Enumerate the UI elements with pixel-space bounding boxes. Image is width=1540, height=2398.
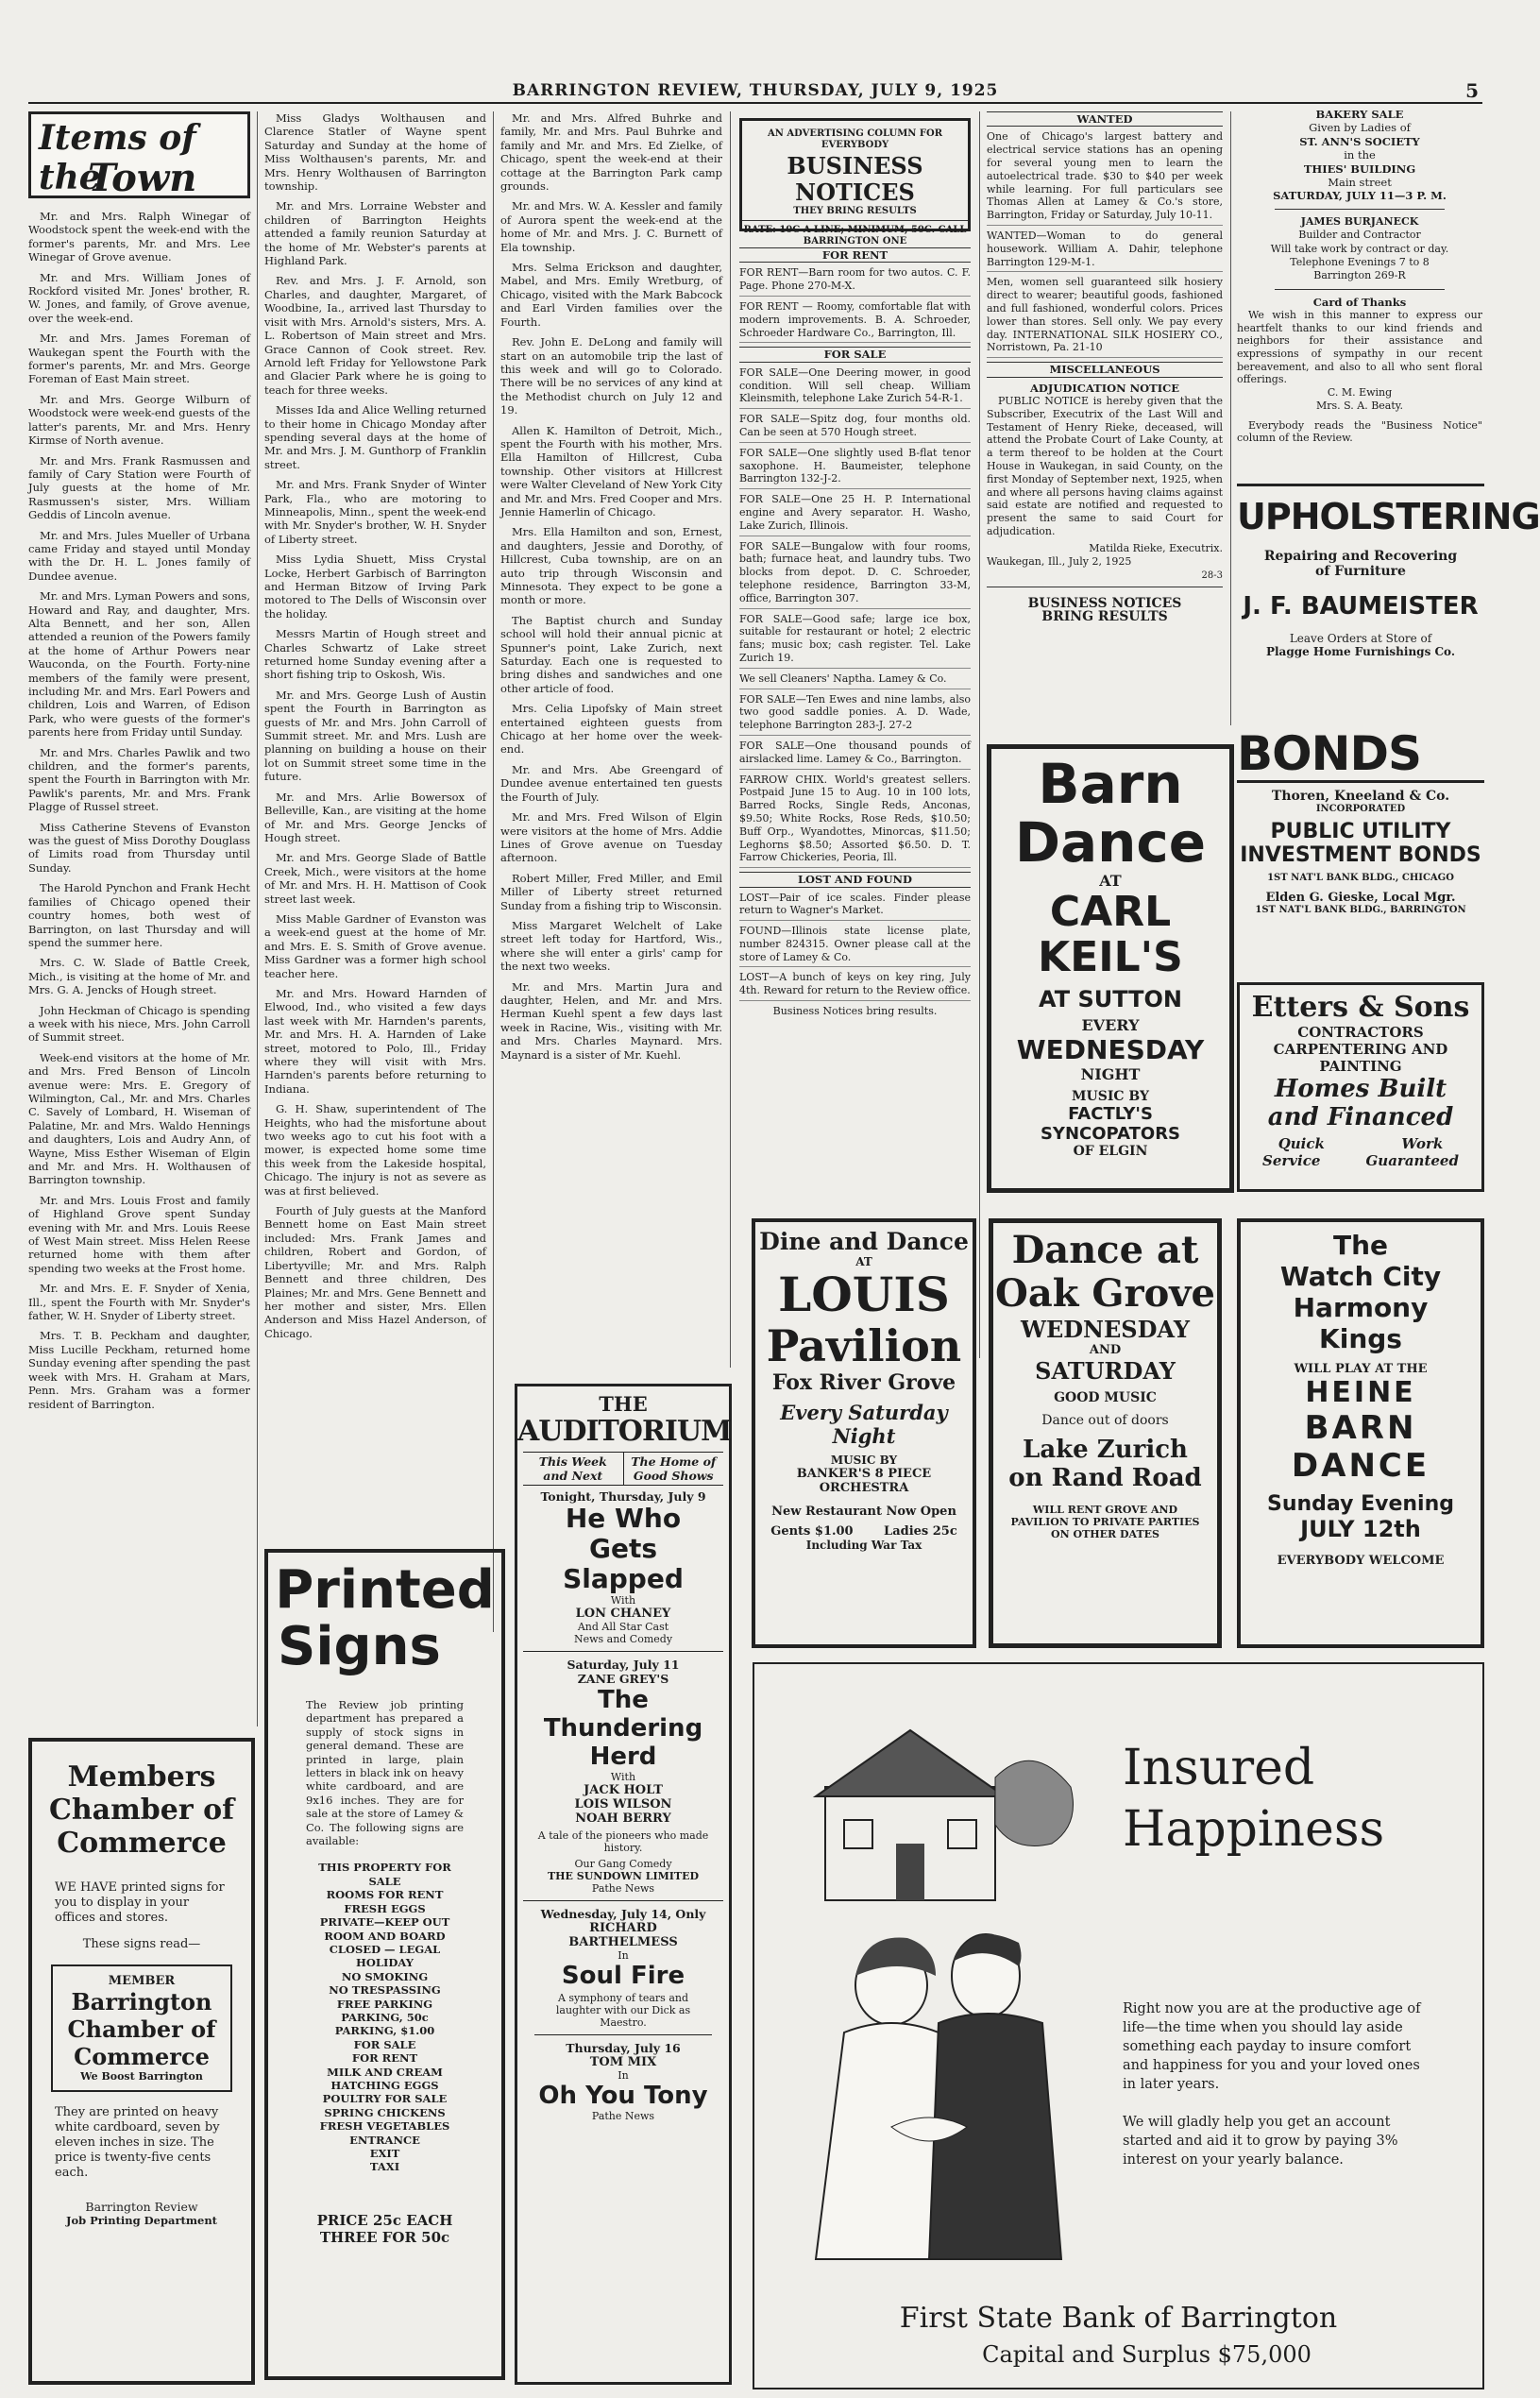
show-line: And All Star Cast [577, 1621, 669, 1633]
news-item: Miss Lydia Shuett, Miss Crystal Locke, Herbert Garbisch of Barrington and Herman Bitzow of Irving Park motored to The Dells of Wisconsin over the holiday. [264, 553, 486, 621]
show-line: Pathe News [523, 1882, 723, 1901]
show-line: Pathe News [591, 2110, 655, 2122]
adjudication-title: ADJUDICATION NOTICE [1029, 381, 1180, 395]
wanted-column [987, 108, 1223, 722]
oak-grove-line: WEDNESDAY [1021, 1316, 1190, 1343]
etters-word: Service [1262, 1152, 1321, 1169]
news-item: Miss Gladys Wolthausen and Clarence Statler of Wayne spent Saturday and Sunday at the home of Miss Wolthausen's parents, Mr. and Mrs. Henry Wolthausen of Barrington township. [264, 111, 486, 194]
builder-line: Builder and Contractor [1298, 229, 1421, 242]
news-item: Robert Miller, Fred Miller, and Emil Miller of Liberty street returned Sunday from a fishing trip to Wisconsin. [500, 871, 722, 912]
section-header-misc: MISCELLANEOUS [987, 362, 1223, 377]
louis-line: AT [855, 1255, 872, 1268]
watch-city-line: EVERYBODY WELCOME [1277, 1554, 1445, 1568]
sign-option: HATCHING EGGS [330, 2078, 439, 2092]
barn-dance-line: SYNCOPATORS [1040, 1124, 1181, 1144]
etters-line: and Financed [1267, 1103, 1454, 1131]
show-date: Thursday, July 16 [566, 2041, 681, 2055]
show-line: Our Gang Comedy [574, 1858, 672, 1870]
sign-option: ROOMS FOR RENT [326, 1888, 444, 1902]
barn-dance-line: MUSIC BY [1072, 1089, 1149, 1104]
chamber-text: They are printed on heavy white cardboard, seven by eleven inches in size. The price is twenty-five cents each. [55, 2105, 220, 2180]
louis-line: Night [832, 1424, 896, 1448]
news-item: Mr. and Mrs. Lorraine Webster and children of Barrington Heights attended a family reunion Saturday at the home of Mr. Webster's parents at Highland Park. [264, 199, 486, 268]
sign-option: FRESH VEGETABLES [319, 2119, 450, 2134]
column-rule [1230, 111, 1231, 725]
column-rule [257, 111, 258, 1726]
classified-ad: FOR RENT — Roomy, comfortable flat with modern improvements. B. A. Schroeder, Schroeder Hardware Co., Barrington, Ill. [739, 300, 971, 343]
news-item: Mr. and Mrs. Martin Jura and daughter, Helen, and Mr. and Mrs. Herman Kuehl spent a few days last week in Racine, Wis., visiting with Mr. and Mrs. Charles Maynard. Mrs. Maynard is a sister of Mr. Kuehl. [500, 979, 722, 1062]
show-line: THE SUNDOWN LIMITED [547, 1870, 700, 1882]
classifieds-footer: Business Notices bring results. [772, 1005, 938, 1018]
news-item: Mr. and Mrs. Louis Frost and family of Highland Grove spent Sunday evening with Mr. and Mrs. Louis Reese of West Main street. Miss Helen Reese returned home with them after spending two weeks at the Frost home. [28, 1193, 250, 1275]
louis-prices [755, 1524, 973, 1539]
news-item: Week-end visitors at the home of Mr. and Mrs. Fred Benson of Lincoln avenue were: Mrs. E. Gregory of Wilmington, Cal., Mr. and Mrs. Charles C. Savely of Lombard, H. Wiseman of Palatine, Mr. and Mrs. Waldo Hennings and daughters, Lois and Audry Ann, of Wayne, Miss Esther Wiseman of Elgin and Mr. and Mrs. H. Wolthausen of Barrington township. [28, 1050, 250, 1187]
column-rule [493, 111, 494, 1632]
adjudication-code: 28-3 [987, 570, 1223, 587]
bonds-line: Elden G. Gieske, Local Mgr. [1265, 891, 1456, 905]
sign-option: MILK AND CREAM [327, 2065, 443, 2079]
show-star: RICHARD [589, 1921, 657, 1935]
show-line: A tale of the pioneers who made history. [537, 1829, 709, 1854]
show-line: In [618, 1949, 629, 1962]
watch-city-line: HEINE [1305, 1376, 1416, 1409]
watch-city-line: WILL PLAY AT THE [1294, 1362, 1428, 1376]
bakery-sale-line: THIES' BUILDING [1303, 162, 1416, 176]
show-date: Tonight, Thursday, July 9 [540, 1489, 706, 1504]
sign-option: THIS PROPERTY FOR SALE [318, 1861, 451, 1888]
news-item: Misses Ida and Alice Welling returned to their home in Chicago Monday after spending several days at the home of Mr. and Mrs. J. M. Gunthorp of Franklin street. [264, 403, 486, 471]
house-door [896, 1844, 924, 1900]
auditorium-banner-text: The Home of Good Shows [631, 1454, 717, 1483]
watch-city-line: The [1332, 1230, 1389, 1261]
watch-city-line: JULY 12th [1300, 1516, 1421, 1542]
thanks-signature: C. M. Ewing [1327, 385, 1393, 399]
etters-title: Etters & Sons [1251, 991, 1470, 1024]
news-item: Miss Catherine Stevens of Evanston was the guest of Miss Dorothy Douglass of Limits road from Thursday until Sunday. [28, 820, 250, 875]
bonds-line: INCORPORATED [1315, 804, 1406, 814]
chamber-sample-sign [51, 1964, 232, 2092]
adjudication-text: PUBLIC NOTICE is hereby given that the Subscriber, Executrix of the Last Will and Testament of Henry Rieke, deceased, will attend the Probate Court of Lake County, at a term thereof to be holden at the Court House in Waukegan, in said County, on the first Monday of September next, 1925, when and where all persons having claims against said estate are notified and requested to present the same to said Court for adjudication. [987, 394, 1223, 537]
auditorium-title: AUDITORIUM [517, 1415, 732, 1448]
news-item: Mrs. Selma Erickson and daughter, Mabel, and Mrs. Emily Wretburg, of Chicago, visited with the Mark Babcock and Earl Virden families over the Fourth. [500, 261, 722, 329]
etters-tagline [1240, 1152, 1481, 1169]
column-rule [979, 111, 980, 1358]
printed-signs-ad [264, 1549, 505, 2380]
bank-headline: Insured [1123, 1740, 1315, 1796]
chamber-title: Commerce [57, 1827, 227, 1860]
signs-list [306, 1861, 464, 2173]
bank-capital: Capital and Surplus $75,000 [982, 2341, 1312, 2368]
classified-ad: FOR SALE—One slightly used B-flat tenor saxophone. H. Baumeister, telephone Barrington 132-J-2. [739, 447, 971, 489]
thanks-signature: Mrs. S. A. Beaty. [1315, 400, 1404, 413]
chamber-title: Members [67, 1760, 216, 1794]
barn-dance-line: NIGHT [1080, 1065, 1141, 1083]
news-item: The Harold Pynchon and Frank Hecht families of Chicago opened their country homes, both west of Barrington, on last Thursday and will spend the summer here. [28, 881, 250, 949]
chamber-footer: Barrington Review [85, 2200, 198, 2214]
upholstering-line: Leave Orders at Store of [1289, 632, 1432, 645]
oak-grove-line: Lake Zurich [1023, 1436, 1188, 1464]
biz-rate: RATE: 10C A LINE; MINIMUM, 50C. CALL BARRINGTON ONE [742, 220, 968, 247]
louis-line: Pavilion [766, 1320, 962, 1371]
louis-price: Gents $1.00 [770, 1524, 854, 1539]
barn-dance-ad [987, 744, 1234, 1193]
sign-option: NO SMOKING [341, 1969, 429, 1983]
right-notices-column [1237, 108, 1482, 485]
show-title: Herd [589, 1743, 657, 1771]
bakery-sale-line: SATURDAY, JULY 11—3 P. M. [1273, 189, 1447, 203]
bakery-sale-line: Given by Ladies of [1309, 121, 1411, 135]
classified-ad: FOR SALE—One thousand pounds of airslacked lime. Lamey & Co., Barrington. [739, 740, 971, 770]
show-title: The [598, 1686, 649, 1714]
sign-option: CLOSED — LEGAL HOLIDAY [329, 1942, 441, 1970]
show-line: A symphony of tears and laughter with our Dick as Maestro. [534, 1992, 712, 2035]
upholstering-line: of Furniture [1315, 564, 1406, 579]
oak-grove-line: SATURDAY [1035, 1357, 1176, 1385]
masthead-line2: Town [88, 156, 197, 200]
show-star: TOM MIX [589, 2055, 657, 2069]
classified-ad: FOR SALE—Spitz dog, four months old. Can be seen at 570 Hough street. [739, 413, 971, 443]
local-items-column-2 [264, 111, 486, 1630]
louis-line: MUSIC BY [830, 1454, 898, 1467]
watch-city-line: Harmony [1293, 1292, 1429, 1323]
barn-dance-line: OF ELGIN [1073, 1144, 1148, 1159]
news-item: Mrs. Ella Hamilton and son, Ernest, and daughters, Jessie and Dorothy, of Hillcrest, Cuba township, are on an auto trip through Wisconsin and Minnesota. They expect to be gone a month or more. [500, 525, 722, 607]
local-items-column-3 [500, 111, 722, 1377]
news-item: Rev. and Mrs. J. F. Arnold, son Charles, and daughter, Margaret, of Woodbine, Ia., arrived last Thursday to visit with Mrs. Arnold's sisters, Mrs. A. L. Robertson of Main street and Mrs. Grace Cannon of Cook street. Rev. Arnold left Friday for Yellowstone Park and Glacier Park where he is going to teach for three weeks. [264, 274, 486, 397]
show-title: He Who [565, 1503, 682, 1534]
news-item: Mr. and Mrs. W. A. Kessler and family of Aurora spent the week-end at the home of Mr. and Mrs. J. C. Burnett of Ela township. [500, 199, 722, 254]
sign-option: NO TRESPASSING [329, 1983, 441, 1998]
watch-city-ad [1237, 1218, 1484, 1648]
bakery-sale-line: Main street [1328, 176, 1392, 190]
trees [995, 1760, 1074, 1845]
upholstering-line: Plagge Home Furnishings Co. [1265, 645, 1456, 658]
house-roof [816, 1730, 1005, 1796]
barn-dance-line: WEDNESDAY [1016, 1034, 1205, 1065]
barn-dance-line: KEIL'S [1038, 933, 1183, 981]
news-item: Mr. and Mrs. George Lush of Austin spent the Fourth in Barrington as guests of Mr. and Mrs. John Carroll of Summit street. Mr. and Mrs. Lush are planning on building a house on their lot on Summit street some time in the future. [264, 688, 486, 784]
chamber-of-commerce-ad [28, 1738, 255, 2385]
watch-city-line: Watch City [1279, 1261, 1442, 1292]
divider [1275, 209, 1445, 210]
show-line: News and Comedy [523, 1633, 723, 1652]
news-item: The Baptist church and Sunday school will hold their annual picnic at Spunner's point, Lake Zurich, next Saturday. Each one is requested to bring dishes and sandwiches and one other article of food. [500, 613, 722, 695]
news-item: Mr. and Mrs. James Foreman of Waukegan spent the Fourth with the former's parents, Mr. and Mrs. George Foreman of East Main street. [28, 332, 250, 386]
classified-ad: FOUND—Illinois state license plate, number 824315. Owner please call at the store of Lamey & Co. [739, 925, 971, 967]
news-item: Mr. and Mrs. Frank Snyder of Winter Park, Fla., who are motoring to Minneapolis, Minn., spent the week-end with Mr. Snyder's brother, W. H. Snyder of Liberty street. [264, 478, 486, 546]
upholstering-line: Repairing and Recovering [1263, 549, 1458, 564]
show-title: Thundering [543, 1714, 703, 1743]
oak-grove-line: Oak Grove [994, 1271, 1215, 1316]
section-header-wanted: WANTED [987, 111, 1223, 127]
louis-line: Fox River Grove [771, 1370, 956, 1395]
classified-ad: We sell Cleaners' Naptha. Lamey & Co. [739, 672, 971, 689]
sign-option: ROOM AND BOARD [324, 1929, 446, 1943]
house-window [948, 1820, 976, 1848]
news-item: Mr. and Mrs. Abe Greengard of Dundee avenue entertained ten guests the Fourth of July. [500, 762, 722, 804]
wanted-ad: One of Chicago's largest battery and electrical service stations has an opening for several young men to learn the autoelectrical trade. $30 to $40 per week while learning. For full particulars see Thomas Allen at Lamey & Co.'s store, Barrington, Friday or Saturday, July 10-11. [987, 130, 1223, 226]
show-title: Soul Fire [561, 1962, 685, 1990]
news-item: Mr. and Mrs. Howard Harnden of Elwood, Ind., who visited a few days last week with Mr. Harnden's parents, Mr. and Mrs. H. A. Harnden of Lake street, motored to Polo, Ill., Friday where they will visit with Mrs. Harnden's parents before returning to Indiana. [264, 986, 486, 1096]
section-header-for-sale: FOR SALE [739, 347, 971, 362]
column-rule [730, 111, 731, 1368]
builder-line: Telephone Evenings 7 to 8 [1290, 256, 1430, 269]
louis-line: Including War Tax [805, 1539, 922, 1552]
page-header [28, 77, 1482, 104]
bank-headline: Happiness [1123, 1801, 1385, 1858]
oak-grove-line: Dance out of doors [1041, 1413, 1169, 1428]
news-item: Mrs. Celia Lipofsky of Main street entertained eighteen guests from Chicago at her home over the week-end. [500, 702, 722, 757]
oak-grove-line: Dance at [1011, 1228, 1199, 1272]
classifieds-column [739, 244, 971, 1188]
news-item: Mr. and Mrs. Charles Pawlik and two children, and the former's parents, spent the Fourth in Barrington with Mr. Pawlik's parents, Mr. and Mrs. Frank Plagge of Russel street. [28, 745, 250, 814]
sign-option: PARKING, $1.00 [334, 2024, 435, 2038]
show-title: Slapped [563, 1563, 684, 1594]
sample-sign-line: Barrington [71, 1988, 212, 2015]
news-item: G. H. Shaw, superintendent of The Heights, who had the misfortune about two weeks ago to cut his foot with a mower, is expected home some time this week from the Lakeside hospital, Chicago. The injury is not as severe as was at first believed. [264, 1102, 486, 1198]
show-star: BARTHELMESS [568, 1935, 678, 1949]
news-item: Mr. and Mrs. George Slade of Battle Creek, Mich., were visitors at the home of Mr. and Mrs. H. H. Mattison of Cook street last week. [264, 851, 486, 906]
sign-option: PRIVATE—KEEP OUT [319, 1915, 450, 1930]
slogan: BRING RESULTS [1041, 609, 1168, 625]
bank-name: First State Bank of Barrington [899, 2302, 1338, 2335]
news-item: Messrs Martin of Hough street and Charles Schwartz of Lake street returned home Sunday evening after a short fishing trip to Oskosh, Wis. [264, 627, 486, 682]
divider [1275, 289, 1445, 290]
show-star: NOAH BERRY [575, 1811, 671, 1826]
show-date: Saturday, July 11 [567, 1658, 680, 1672]
news-item: John Heckman of Chicago is spending a week with his niece, Mrs. John Carroll of Summit street. [28, 1003, 250, 1045]
printed-signs-title: Printed [275, 1559, 495, 1621]
oak-grove-line: WILL RENT GROVE AND PAVILION TO PRIVATE PARTIES ON OTHER DATES [1010, 1504, 1200, 1540]
news-item: Mr. and Mrs. Arlie Bowersox of Belleville, Kan., are visiting at the home of Mr. and Mrs. George Jencks of Hough street. [264, 790, 486, 844]
auditorium-ad [515, 1384, 732, 2385]
barn-dance-line: EVERY [1081, 1016, 1140, 1034]
news-item: Allen K. Hamilton of Detroit, Mich., spent the Fourth with his mother, Mrs. Ella Hamilton of Hillcrest, Cuba township. Other visitors at Hillcrest were Walter Cleveland of New York City and Mr. and Mrs. Fred Cooper and Mrs. Jennie Hamerlin of Chicago. [500, 423, 722, 519]
items-of-the-town-masthead [28, 111, 250, 198]
sign-option: FRESH EGGS [344, 1901, 426, 1915]
news-item: Mrs. C. W. Slade of Battle Creek, Mich., is visiting at the home of Mr. and Mrs. G. A. Jencks of Hough street. [28, 956, 250, 997]
sign-option: SPRING CHICKENS [324, 2105, 446, 2119]
show-line: In [618, 2069, 629, 2082]
sample-sign-line: Chamber of [67, 2015, 216, 2043]
oak-grove-line: AND [1089, 1343, 1122, 1357]
bakery-sale-line: ST. ANN'S SOCIETY [1299, 134, 1420, 148]
thanks-text: We wish in this manner to express our heartfelt thanks to our kind friends and neighbors for their assistance and expressions of sympathy in our recent bereavement, and also to all who sent floral offerings. [1237, 309, 1482, 386]
first-state-bank-ad [753, 1662, 1484, 2389]
classified-ad: FOR RENT—Barn room for two autos. C. F. Page. Phone 270-M-X. [739, 266, 971, 297]
bonds-line: PUBLIC UTILITY [1270, 820, 1451, 843]
watch-city-line: DANCE [1291, 1447, 1430, 1485]
upholstering-name: J. F. BAUMEISTER [1243, 592, 1479, 621]
watch-city-line: Sunday Evening [1267, 1492, 1454, 1516]
sign-option: FREE PARKING [336, 1997, 433, 2011]
watch-city-line: BARN [1304, 1409, 1417, 1447]
etters-word: Work [1401, 1135, 1444, 1152]
sign-option: EXIT [369, 2147, 400, 2160]
local-items-column-1 [28, 210, 250, 1726]
signs-price: THREE FOR 50c [319, 2228, 450, 2246]
auditorium-line: THE [599, 1392, 648, 1416]
house-window [844, 1820, 872, 1848]
wanted-ad: Men, women sell guaranteed silk hosiery direct to wearer; beautiful goods, fashioned and full fashioned, wonderful colors. Prices lower than stores. Sell only. We pay every day. INTERNATIONAL SILK HOSIERY CO., Norristown, Pa. 21-10 [987, 276, 1223, 358]
show-star: LOIS WILSON [574, 1797, 672, 1811]
adjudication-place: Waukegan, Ill., July 2, 1925 [987, 555, 1132, 569]
news-item: Mr. and Mrs. William Jones of Rockford visited Mr. Jones' brother, R. W. Jones, and family, of Grove avenue, over the week-end. [28, 270, 250, 325]
barn-dance-line: FACTLY'S [1068, 1104, 1153, 1124]
sign-option: FOR SALE [353, 2037, 416, 2051]
louis-pavilion-ad [752, 1218, 976, 1648]
page-number: 5 [1465, 79, 1479, 102]
show-star: LON CHANEY [575, 1607, 671, 1621]
louis-line: Dine and Dance [759, 1228, 969, 1255]
etters-line: Homes Built [1274, 1075, 1447, 1103]
show-date: Wednesday, July 14, Only [540, 1907, 706, 1921]
bonds-line: Thoren, Kneeland & Co. [1271, 789, 1450, 804]
signs-price: PRICE 25c EACH [316, 2211, 453, 2229]
news-item: Mr. and Mrs. Alfred Buhrke and family, Mr. and Mrs. Paul Buhrke and family and Mr. and Mrs. Ed Zielke, of Chicago, spent the week-end at their cottage at the Barrington Park camp grounds. [500, 111, 722, 194]
louis-line: ORCHESTRA [819, 1481, 909, 1495]
chamber-title: Chamber of [48, 1794, 235, 1827]
wanted-ad: WANTED—Woman to do general housework. William A. Dahir, telephone Barrington 129-M-1. [987, 230, 1223, 272]
classified-ad: FOR SALE—Good safe; large ice box, suitable for restaurant or hotel; 2 electric fans; music box; cash register. Tel. Lake Zurich 19. [739, 613, 971, 669]
sign-option: FOR RENT [351, 2051, 418, 2066]
oak-grove-line: GOOD MUSIC [1054, 1390, 1157, 1405]
classified-ad: FOR SALE—Bungalow with four rooms, bath; furnace heat, and laundry tubs. Two blocks from depot. D. C. Schroeder, telephone residence, Barrington 33-M, office, Barrington 307. [739, 540, 971, 609]
etters-line: PAINTING [1319, 1058, 1402, 1075]
biz-subtitle: THEY BRING RESULTS [793, 206, 917, 216]
news-item: Mr. and Mrs. Fred Wilson of Elgin were visitors at the home of Mrs. Addie Lines of Grove avenue on Tuesday afternoon. [500, 810, 722, 865]
barn-dance-line: AT [1099, 872, 1122, 890]
section-header-lost-found: LOST AND FOUND [739, 872, 971, 887]
show-line: With [610, 1771, 636, 1783]
classified-ad: FARROW CHIX. World's greatest sellers. Postpaid June 15 to Aug. 10 in 100 lots, Barred Rocks, Single Reds, Anconas, $9.50; White Rocks, Rose Reds, $10.50; Buff Orp., Wyandottes, Minorcas, $11.50; Leghorns $8.50; Assorted $6.50. D. T. Farrow Chickeries, Peoria, Ill. [739, 774, 971, 869]
classified-ad: LOST—A bunch of keys on key ring, July 4th. Reward for return to the Review office. [739, 971, 971, 1001]
watch-city-line: Kings [1319, 1323, 1402, 1354]
oak-grove-ad [989, 1218, 1222, 1648]
upholstering-ad [1237, 484, 1540, 718]
etters-tagline [1240, 1135, 1481, 1152]
bonds-title: BONDS [1237, 727, 1484, 783]
news-item: Miss Mable Gardner of Evanston was a week-end guest at the home of Mr. and Mrs. E. S. Smith of Grove avenue. Miss Gardner was a former high school teacher here. [264, 911, 486, 980]
news-item: Mr. and Mrs. Ralph Winegar of Woodstock spent the week-end with the former's parents, Mr. and Mrs. Lee Winegar of Grove avenue. [28, 210, 250, 264]
sample-sign-line: We Boost Barrington [80, 2070, 203, 2083]
thanks-title: Card of Thanks [1312, 295, 1407, 309]
louis-line: BANKER'S 8 PIECE [796, 1467, 932, 1481]
show-line: With [610, 1594, 636, 1607]
bonds-ad [1237, 727, 1484, 975]
builder-line: Will take work by contract or day. [1270, 242, 1449, 255]
classified-ad: FOR SALE—Ten Ewes and nine lambs, also two good saddle ponies. A. D. Wade, telephone Barrington 283-J. 27-2 [739, 693, 971, 736]
sample-sign-line: Commerce [74, 2043, 210, 2070]
sign-option: POULTRY FOR SALE [322, 2092, 448, 2106]
couple-illustration-icon [806, 1721, 1080, 2269]
masthead-line1: Items of the [39, 118, 196, 197]
news-item: Mrs. T. B. Peckham and daughter, Miss Lucille Peckham, returned home Sunday evening after spending the past week with Mrs. H. Graham at Mars, Penn. Mrs. Graham was a former resident of Barrington. [28, 1329, 250, 1411]
etters-line: CONTRACTORS [1297, 1024, 1424, 1041]
etters-word: Guaranteed [1365, 1152, 1459, 1169]
classified-ad: LOST—Pair of ice scales. Finder please return to Wagner's Market. [739, 892, 971, 922]
bakery-sale-line: in the [1344, 148, 1376, 162]
business-notices-header [739, 118, 971, 247]
classified-ad: FOR SALE—One 25 H. P. International engine and Avery separator. H. Washo, Lake Zurich, Illinois. [739, 493, 971, 536]
etters-line: CARPENTERING AND [1273, 1041, 1448, 1058]
show-title: Gets [588, 1533, 658, 1564]
news-item: Mr. and Mrs. Lyman Powers and sons, Howard and Ray, and daughter, Mrs. Alta Bennett, and her son, Allen attended a reunion of the Powers family at the home of Arthur Powers near Wauconda, on the Fourth. Forty-nine members of the family were present, including Mr. and Mrs. Earl Powers and children, Lois and Warren, of Edison Park, who were guests of the former's parents here from Friday until Sunday. [28, 589, 250, 740]
bonds-line: 1ST NAT'L BANK BLDG., BARRINGTON [1255, 905, 1466, 915]
news-item: Mr. and Mrs. Frank Rasmussen and family of Cary Station were Fourth of July guests at the home of Mr. Rasmussen's sister, Mrs. William Geddis of Lincoln avenue. [28, 453, 250, 522]
news-item: Mr. and Mrs. George Wilburn of Woodstock were week-end guests of the latter's parents, Mr. and Mrs. Henry Kirmse of North avenue. [28, 392, 250, 448]
news-item: Mr. and Mrs. Jules Mueller of Urbana came Friday and stayed until Monday with the Dr. H. L. Jones family of Dundee avenue. [28, 528, 250, 583]
barn-dance-line: CARL [1049, 888, 1172, 936]
news-item: Mr. and Mrs. E. F. Snyder of Xenia, Ill., spent the Fourth with Mr. Snyder's father, W. H. Snyder of Liberty street. [28, 1282, 250, 1323]
builder-line: JAMES BURJANECK [1300, 214, 1419, 228]
show-title: Oh You Tony [538, 2082, 708, 2110]
news-item: Fourth of July guests at the Manford Bennett home on East Main street included: Mrs. Frank James and children, Robert and Gordon, of Libertyville; Mr. and Mrs. Ralph Bennett and three children, Des Plaines; Mr. and Mrs. Gene Bennett and her mother and sister, Mrs. Ellen Anderson and Miss Hazel Anderson, of Chicago. [264, 1204, 486, 1340]
chamber-text: WE HAVE printed signs for you to display in your offices and stores. [55, 1880, 225, 1925]
show-line: ZANE GREY'S [577, 1672, 669, 1686]
barn-dance-line: AT SUTTON [1039, 986, 1182, 1012]
printed-signs-intro: The Review job printing department has prepared a supply of stock signs in general demand. These are printed in large, plain letters in black ink on heavy white cardboard, and are 9x16 inches. They are for sale at the store of Lamey & Co. The following signs are available: [306, 1698, 464, 1848]
news-item: Rev. John E. DeLong and family will start on an automobile trip the last of this week and will go to Colorado. There will be no services of any kind at the Methodist church on July 12 and 19. [500, 335, 722, 417]
louis-line: LOUIS [778, 1267, 950, 1322]
auditorium-banner [523, 1452, 723, 1486]
auditorium-banner-text: This Week and Next [523, 1453, 624, 1485]
builder-line: Barrington 269-R [1313, 269, 1406, 282]
sign-option: PARKING, 50c [341, 2010, 429, 2024]
chamber-footer: Job Printing Department [66, 2214, 217, 2227]
chamber-text: These signs read— [82, 1937, 201, 1951]
biz-tagline: AN ADVERTISING COLUMN FOR EVERYBODY [767, 128, 943, 150]
paper-title: BARRINGTON REVIEW, THURSDAY, JULY 9, 1925 [512, 81, 999, 100]
printed-signs-title: Signs [278, 1616, 441, 1677]
louis-line: Every Saturday [780, 1401, 948, 1424]
upholstering-title: UPHOLSTERING [1237, 496, 1540, 537]
barn-dance-line: Barn [1038, 752, 1183, 816]
oak-grove-line: on Rand Road [1008, 1464, 1202, 1492]
etters-and-sons-ad [1237, 982, 1484, 1192]
sign-option: TAXI [369, 2160, 400, 2174]
bonds-line: INVESTMENT BONDS [1240, 843, 1481, 867]
section-header-for-rent: FOR RENT [739, 247, 971, 263]
louis-line: New Restaurant Now Open [771, 1505, 956, 1519]
bonds-line: 1ST NAT'L BANK BLDG., CHICAGO [1267, 873, 1454, 883]
biz-title: BUSINESS NOTICES [787, 152, 923, 206]
louis-price: Ladies 25c [884, 1524, 957, 1539]
sample-sign-line: MEMBER [108, 1974, 176, 1988]
barn-dance-line: Dance [1014, 810, 1207, 875]
bank-text: Right now you are at the productive age of life—the time when you should lay aside something each payday to insure comfort and happiness for you and your loved ones in later years. [1123, 2001, 1421, 2092]
everybody-reads: Everybody reads the "Business Notice" column of the Review. [1237, 418, 1482, 445]
slogan: BUSINESS NOTICES [1027, 595, 1182, 611]
bakery-sale-line: BAKERY SALE [1315, 108, 1404, 121]
adjudication-signature: Matilda Rieke, Executrix. [1089, 541, 1223, 554]
etters-word: Quick [1278, 1135, 1325, 1152]
bank-text: We will gladly help you get an account started and aid it to grow by paying 3% interest on your yearly balance. [1123, 2115, 1398, 2168]
sign-option: ENTRANCE [349, 2133, 420, 2147]
news-item: Miss Margaret Welchelt of Lake street left today for Hartford, Wis., where she will enter a girls' camp for the next two weeks. [500, 918, 722, 974]
show-star: JACK HOLT [584, 1783, 663, 1797]
classified-ad: FOR SALE—One Deering mower, in good condition. Will sell cheap. William Kleinsmith, telephone Lake Zurich 54-R-1. [739, 366, 971, 409]
